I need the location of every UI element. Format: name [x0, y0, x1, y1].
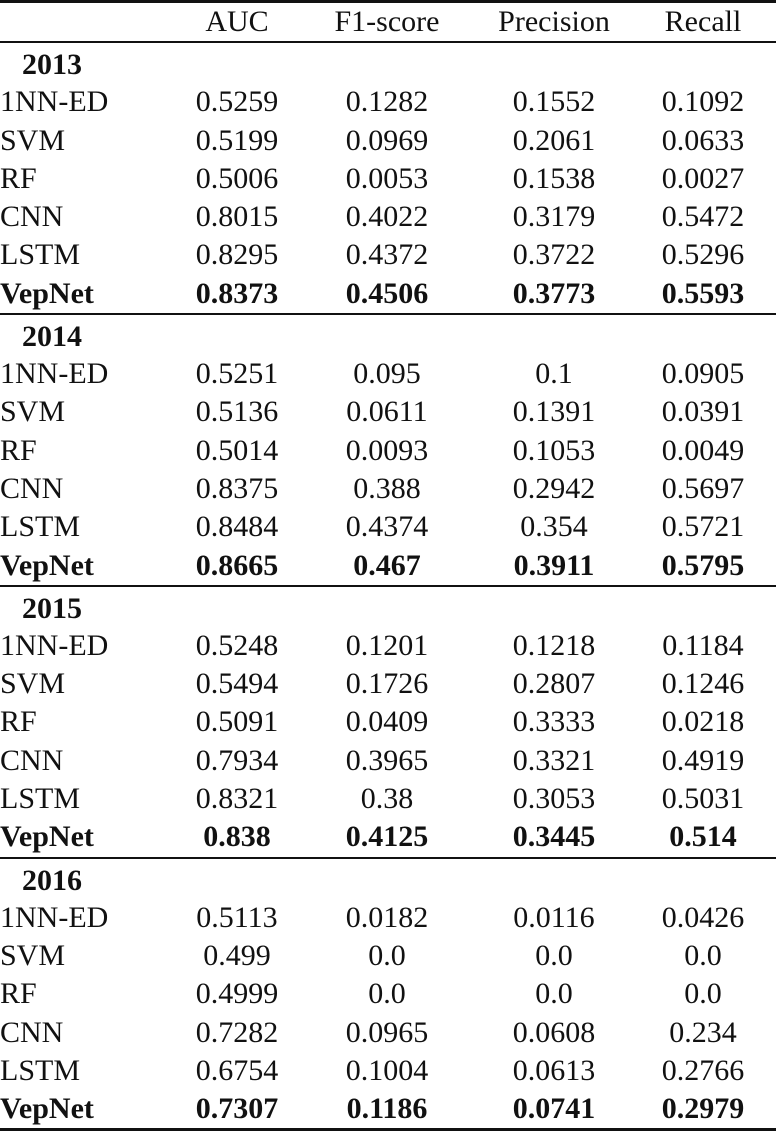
- model-name: VepNet: [0, 275, 178, 314]
- auc-value: 0.499: [203, 938, 271, 972]
- recall-value: 0.0391: [661, 395, 745, 429]
- auc-value: 0.8015: [195, 200, 279, 234]
- table-row: [0, 160, 776, 198]
- auc-value: 0.5113: [196, 900, 278, 934]
- recall-value: 0.5296: [661, 238, 745, 272]
- year-label: 2015: [22, 591, 82, 625]
- precision-value: 0.3773: [478, 275, 630, 314]
- model-name: SVM: [0, 123, 66, 157]
- auc-value: 0.7934: [195, 743, 279, 777]
- recall-value: 0.0426: [661, 900, 745, 934]
- model-name: 1NN-ED: [0, 628, 109, 662]
- year-label: 2013: [22, 48, 82, 82]
- f1-score-value: 0.1726: [345, 667, 429, 701]
- precision-value: 0.1552: [512, 85, 596, 119]
- table-row: [0, 508, 776, 546]
- auc-value: 0.8295: [195, 238, 279, 272]
- f1-score-value: 0.4372: [345, 238, 429, 272]
- f1-score-value: 0.0053: [345, 161, 429, 195]
- auc-value: 0.5091: [195, 705, 279, 739]
- f1-score-value: 0.388: [353, 471, 421, 505]
- model-name: VepNet: [0, 818, 178, 857]
- auc-value: 0.8375: [195, 471, 279, 505]
- f1-score-value: 0.467: [296, 547, 478, 586]
- f1-score-value: 0.1004: [345, 1053, 429, 1087]
- precision-value: 0.0: [535, 938, 573, 972]
- auc-value: 0.5006: [195, 161, 279, 195]
- recall-value: 0.0218: [661, 705, 745, 739]
- f1-score-value: 0.095: [353, 357, 421, 391]
- precision-value: 0.1053: [512, 433, 596, 467]
- recall-value: 0.5593: [630, 275, 776, 314]
- model-name: RF: [0, 161, 37, 195]
- precision-value: 0.3445: [478, 818, 630, 857]
- recall-value: 0.5031: [661, 782, 745, 816]
- f1-score-value: 0.3965: [345, 743, 429, 777]
- f1-score-value: 0.4125: [296, 818, 478, 857]
- auc-value: 0.8321: [195, 782, 279, 816]
- table-row: [0, 198, 776, 236]
- model-name: SVM: [0, 667, 66, 701]
- model-name: LSTM: [0, 510, 81, 544]
- recall-value: 0.0027: [661, 161, 745, 195]
- table-row: [0, 122, 776, 160]
- table-row: [0, 780, 776, 818]
- model-name: CNN: [0, 1015, 64, 1049]
- f1-score-value: 0.0: [368, 977, 406, 1011]
- table-row: [0, 1014, 776, 1052]
- precision-value: 0.3333: [512, 705, 596, 739]
- f1-score-value: 0.0409: [345, 705, 429, 739]
- precision-value: 0.2061: [512, 123, 596, 157]
- recall-value: 0.0049: [661, 433, 745, 467]
- precision-value: 0.3321: [512, 743, 596, 777]
- f1-score-value: 0.1186: [296, 1090, 478, 1130]
- recall-value: 0.0633: [661, 123, 745, 157]
- table-row: [0, 742, 776, 780]
- model-name: LSTM: [0, 782, 81, 816]
- model-name: RF: [0, 433, 37, 467]
- table-row: [0, 665, 776, 703]
- recall-value: 0.0: [684, 977, 722, 1011]
- precision-value: 0.1538: [512, 161, 596, 195]
- table-row: [0, 975, 776, 1013]
- table-row: [0, 83, 776, 121]
- model-name: RF: [0, 705, 37, 739]
- header-cell-auc: AUC: [178, 2, 296, 43]
- f1-score-value: 0.1201: [345, 628, 429, 662]
- precision-value: 0.1391: [512, 395, 596, 429]
- recall-value: 0.514: [630, 818, 776, 857]
- f1-score-value: 0.4374: [345, 510, 429, 544]
- model-name: VepNet: [0, 547, 178, 586]
- table-row: [0, 627, 776, 665]
- auc-value: 0.5251: [195, 357, 279, 391]
- results-body: [0, 42, 776, 1130]
- precision-value: 0.3053: [512, 782, 596, 816]
- table-row: [0, 703, 776, 741]
- model-name: RF: [0, 977, 37, 1011]
- model-name: SVM: [0, 938, 66, 972]
- f1-score-value: 0.0611: [346, 395, 428, 429]
- recall-value: 0.5697: [661, 471, 745, 505]
- f1-score-value: 0.0965: [345, 1015, 429, 1049]
- recall-value: 0.4919: [661, 743, 745, 777]
- precision-value: 0.3722: [512, 238, 596, 272]
- year-row: [0, 42, 776, 83]
- precision-value: 0.354: [520, 510, 588, 544]
- recall-value: 0.0905: [661, 357, 745, 391]
- f1-score-value: 0.38: [360, 782, 414, 816]
- table-row: [0, 275, 776, 314]
- table-row: [0, 899, 776, 937]
- header-cell-precision: Precision: [478, 2, 630, 43]
- table-row: [0, 355, 776, 393]
- model-name: VepNet: [0, 1090, 178, 1130]
- f1-score-value: 0.0969: [345, 123, 429, 157]
- model-name: CNN: [0, 743, 64, 777]
- recall-value: 0.234: [669, 1015, 737, 1049]
- f1-score-value: 0.0093: [345, 433, 429, 467]
- model-name: LSTM: [0, 238, 81, 272]
- precision-value: 0.2942: [512, 471, 596, 505]
- auc-value: 0.8484: [195, 510, 279, 544]
- year-label: 2016: [22, 863, 82, 897]
- f1-score-value: 0.0: [368, 938, 406, 972]
- model-name: 1NN-ED: [0, 357, 109, 391]
- model-name: 1NN-ED: [0, 900, 109, 934]
- model-name: CNN: [0, 471, 64, 505]
- auc-value: 0.5199: [195, 123, 279, 157]
- model-name: SVM: [0, 395, 66, 429]
- table-row: [0, 547, 776, 586]
- f1-score-value: 0.4506: [296, 275, 478, 314]
- auc-value: 0.7307: [178, 1090, 296, 1130]
- table-row: [0, 393, 776, 431]
- table-row: [0, 470, 776, 508]
- precision-value: 0.0608: [512, 1015, 596, 1049]
- recall-value: 0.1092: [661, 85, 745, 119]
- year-row: [0, 858, 776, 899]
- model-name: CNN: [0, 200, 64, 234]
- model-name: LSTM: [0, 1053, 81, 1087]
- recall-value: 0.2766: [661, 1053, 745, 1087]
- auc-value: 0.5136: [195, 395, 279, 429]
- auc-value: 0.838: [178, 818, 296, 857]
- precision-value: 0.1: [535, 357, 573, 391]
- year-label: 2014: [22, 320, 82, 354]
- recall-value: 0.0: [684, 938, 722, 972]
- recall-value: 0.5721: [661, 510, 745, 544]
- precision-value: 0.1218: [512, 628, 596, 662]
- f1-score-value: 0.1282: [345, 85, 429, 119]
- precision-value: 0.0613: [512, 1053, 596, 1087]
- auc-value: 0.6754: [195, 1053, 279, 1087]
- recall-value: 0.2979: [630, 1090, 776, 1130]
- f1-score-value: 0.0182: [345, 900, 429, 934]
- recall-value: 0.5472: [661, 200, 745, 234]
- year-row: [0, 586, 776, 627]
- auc-value: 0.5494: [195, 667, 279, 701]
- model-name: 1NN-ED: [0, 85, 109, 119]
- precision-value: 0.0116: [513, 900, 595, 934]
- auc-value: 0.5014: [195, 433, 279, 467]
- auc-value: 0.4999: [195, 977, 279, 1011]
- auc-value: 0.7282: [195, 1015, 279, 1049]
- table-row: [0, 818, 776, 857]
- precision-value: 0.0741: [478, 1090, 630, 1130]
- auc-value: 0.5259: [195, 85, 279, 119]
- header-cell-model: [0, 2, 178, 43]
- table-row: [0, 1052, 776, 1090]
- precision-value: 0.2807: [512, 667, 596, 701]
- table-row: [0, 1090, 776, 1130]
- year-row: [0, 314, 776, 355]
- header-row: [0, 2, 776, 43]
- auc-value: 0.8373: [178, 275, 296, 314]
- auc-value: 0.5248: [195, 628, 279, 662]
- header-cell-recall: Recall: [630, 2, 776, 43]
- precision-value: 0.3911: [478, 547, 630, 586]
- table-row: [0, 432, 776, 470]
- precision-value: 0.3179: [512, 200, 596, 234]
- recall-value: 0.1246: [661, 667, 745, 701]
- table-row: [0, 236, 776, 274]
- recall-value: 0.5795: [630, 547, 776, 586]
- precision-value: 0.0: [535, 977, 573, 1011]
- f1-score-value: 0.4022: [345, 200, 429, 234]
- header-cell-f1-score: F1-score: [296, 2, 478, 43]
- auc-value: 0.8665: [178, 547, 296, 586]
- recall-value: 0.1184: [662, 628, 744, 662]
- table-row: [0, 937, 776, 975]
